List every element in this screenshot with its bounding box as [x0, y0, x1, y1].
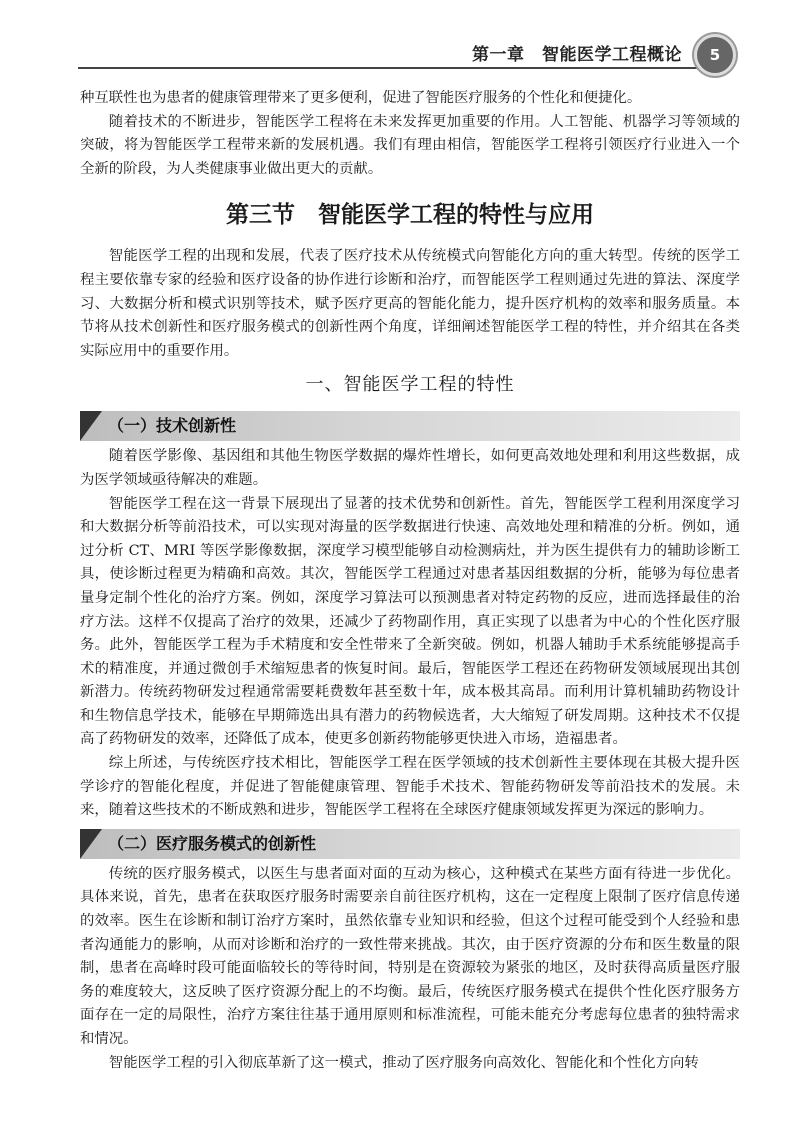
heading-triangle-marker — [80, 411, 102, 441]
paragraph-continued: 种互联性也为患者的健康管理带来了更多便利，促进了智能医疗服务的个性化和便捷化。 — [80, 90, 642, 106]
heading-triangle-marker — [80, 829, 102, 859]
paragraph: 智能医学工程的引入彻底革新了这一模式，推动了医疗服务向高效化、智能化和个性化方向转 — [108, 1054, 699, 1071]
heading-text: （二）医疗服务模式的创新性 — [108, 833, 317, 853]
paragraph: 综上所述，与传统医疗技术相比，智能医学工程在医学领域的技术创新性主要体现在其极大提升医学诊疗的智能化程度，并促进了智能健康管理、智能手术技术、智能药物研发等前沿技术的发展。未来，随着这些技术的不断成熟和进步，智能医学工程将在全球医疗健康领域发挥更为深远的影响力。 — [80, 755, 740, 819]
page-number-badge: 5 — [694, 34, 736, 76]
page-body — [80, 87, 740, 1075]
section-title: 第三节 智能医学工程的特性与应用 — [226, 202, 594, 229]
section-intro: 智能医学工程的出现和发展，代表了医疗技术从传统模式向智能化方向的重大转型。传统的医学工程主要依靠专家的经验和医疗设备的协作进行诊断和治疗，而智能医学工程则通过先进的算法、深度学习、大数据分析和模式识别等技术，赋予医疗更高的智能化能力，提升医疗机构的效率和服务质量。本节将从技术创新性和医疗服务模式的创新性两个角度，详细阐述智能医学工程的特性，并介绍其在各类实际应用中的重要作用。 — [80, 248, 740, 359]
chapter-title: 第一章 智能医学工程概论 — [472, 45, 682, 65]
header-rule — [78, 67, 708, 69]
paragraph: 随着技术的不断进步，智能医学工程将在未来发挥更加重要的作用。人工智能、机器学习等领域的突破，将为智能医学工程带来新的发展机遇。我们有理由相信，智能医学工程将引领医疗行业进入一个全新的阶段，为人类健康事业做出更大的贡献。 — [80, 113, 740, 177]
heading-bar-service-model-innovation — [80, 829, 740, 859]
heading-bar-technical-innovation — [80, 411, 740, 441]
subsection-title: 一、智能医学工程的特性 — [305, 374, 515, 396]
paragraph: 传统的医疗服务模式，以医生与患者面对面的互动为核心，这种模式在某些方面有待进一步优化。具体来说，首先，患者在获取医疗服务时需要亲自前往医疗机构，这在一定程度上限制了医疗信息传递的效率。医生在诊断和制订治疗方案时，虽然依靠专业知识和经验，但这个过程可能受到个人经验和患者沟通能力的影响，从而对诊断和治疗的一致性带来挑战。其次，由于医疗资源的分布和医生数量的限制，患者在高峰时段可能面临较长的等待时间，特别是在资源较为紧张的地区，及时获得高质量医疗服务的难度较大，这反映了医疗资源分配上的不均衡。最后，传统医疗服务模式在提供个性化医疗服务方面存在一定的局限性，治疗方案往往基于通用原则和标准流程，可能未能充分考虑每位患者的独特需求和情况。 — [80, 865, 740, 1047]
page-header — [0, 0, 800, 80]
paragraph: 随着医学影像、基因组和其他生物医学数据的爆炸性增长，如何更高效地处理和利用这些数据，成为医学领域亟待解决的难题。 — [80, 448, 740, 488]
heading-text: （一）技术创新性 — [108, 416, 237, 436]
paragraph: 智能医学工程在这一背景下展现出了显著的技术优势和创新性。首先，智能医学工程利用深度学习和大数据分析等前沿技术，可以实现对海量的医学数据进行快速、高效地处理和精准的分析。例如，通过分析 CT、MRI 等医学影像数据，深度学习模型能够自动检测病灶，并为医生提供有力的辅助诊断工具，使诊断过程更为精确和高效。其次，智能医学工程通过对患者基因组数据的分析，能够为每位患者量身定制个性化的治疗方案。例如，深度学习算法可以预测患者对特定药物的反应，进而选择最佳的治疗方法。这样不仅提高了治疗的效果，还减少了药物副作用，真正实现了以患者为中心的个性化医疗服务。此外，智能医学工程为手术精度和安全性带来了全新突破。例如，机器人辅助手术系统能够提高手术的精准度，并通过微创手术缩短患者的恢复时间。最后，智能医学工程还在药物研发领域展现出其创新潜力。传统药物研发过程通常需要耗费数年甚至数十年，成本极其高昂。而利用计算机辅助药物设计和生物信息学技术，能够在早期筛选出具有潜力的药物候选者，大大缩短了研发周期。这种技术不仅提高了药物研发的效率，还降低了成本，使更多创新药物能够更快进入市场，造福患者。 — [80, 495, 740, 748]
